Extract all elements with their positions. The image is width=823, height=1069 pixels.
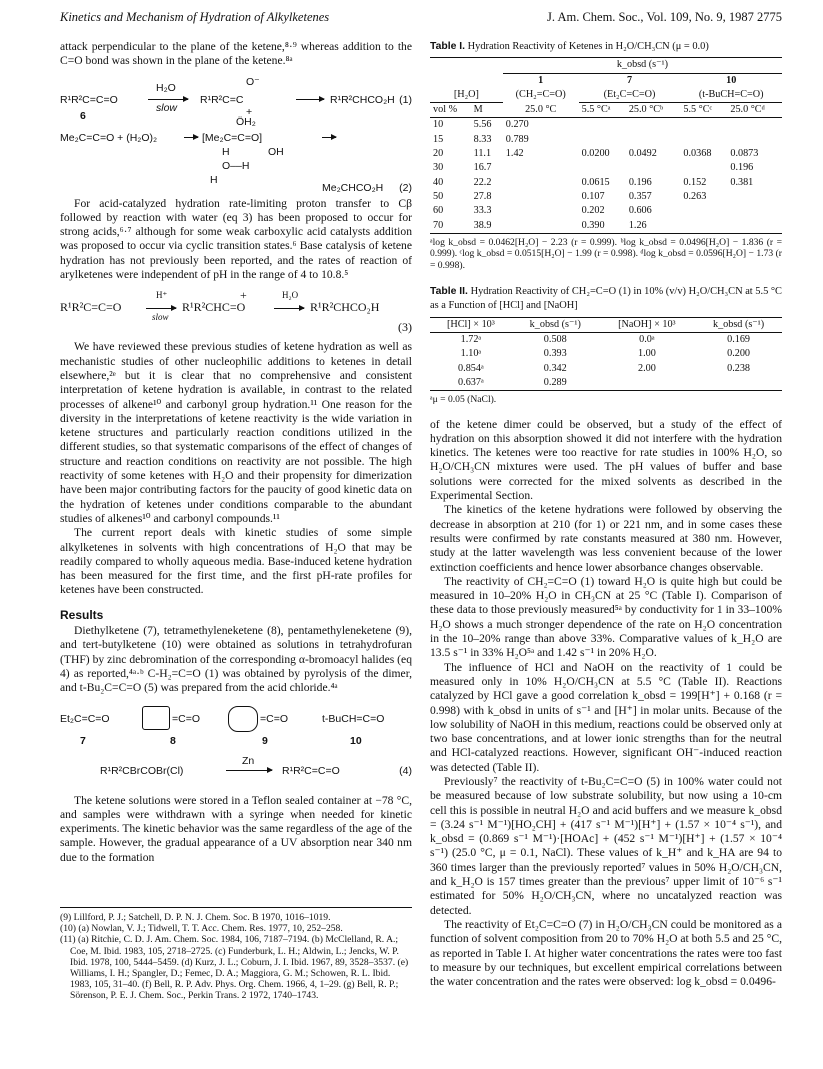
table1-cell: 0.0492 xyxy=(628,148,657,160)
left-column xyxy=(60,40,412,865)
eq4-product: R¹R²C=C=O xyxy=(282,764,340,777)
table1-cell: 0.0200 xyxy=(581,148,610,160)
compound-6-label: 6 xyxy=(80,109,86,122)
table1-cell: 27.8 xyxy=(473,190,492,202)
table1-temp-1: 25.0 °C xyxy=(503,103,579,118)
table1-cell: 0.789 xyxy=(505,133,529,145)
eq3-arrow xyxy=(146,308,176,309)
table1-cell: 22.2 xyxy=(473,176,492,188)
table2-cell: 0.289 xyxy=(512,376,599,391)
table1-cell: 60 xyxy=(433,205,444,217)
table2-cell: 2.00 xyxy=(637,362,656,374)
table1-cell xyxy=(503,176,579,190)
table1-temp-10b: 25.0 °Cᵈ xyxy=(727,103,782,118)
table1-temp-7a: 5.5 °Cᵃ xyxy=(579,103,626,118)
eq1-intermediate: R¹R²C=C xyxy=(200,93,244,106)
table1-cell: 10 xyxy=(433,119,444,131)
cyclopentane-ring xyxy=(142,706,170,730)
eq3-slow-label: slow xyxy=(152,312,169,323)
eq1-reactant: R¹R²C=C=O xyxy=(60,93,118,106)
eq2-h-atom: H xyxy=(222,145,230,158)
table2 xyxy=(430,317,782,391)
results-heading: Results xyxy=(60,607,104,622)
table2-cell: 1.72ᵃ xyxy=(460,333,482,345)
table1-cell: 8.33 xyxy=(473,133,492,145)
et2-ketene-paragraph: The reactivity of Et₂C=C=O (7) in H₂O/CH₃CN could be monitored as a function of solvent composition from 20 to 70% H₂O at both 5.5 and 25 °C, as reported in Table I. At higher water concentrations the rates were too fast to measure by our techniques, but excellent empirical correlations between the water concentration and the rates were observed: log k_obsd = 0.0496- xyxy=(430,917,782,989)
hcl-naoh-paragraph: The influence of HCl and NaOH on the reactivity of 1 could be measured only in 10% H₂O/CH₃CN at 5.5 °C (Table II). Reactions catalyzed by HCl gave a good correlation k_obsd = 199[H⁺] + 0.168 (r = 0.998) with k_obsd in units of s⁻¹ and [H⁺] in molar units. Because of the low solubility of NaOH in this medium, reactions could be observed only at two base concentrations, and at lower ionic strengths than for the neutral and HCl-catalyzed reactions. However, significant OH⁻-induced reaction was detected (Table II). xyxy=(430,660,782,774)
table1-row xyxy=(430,133,782,147)
scheme-eq1-eq2 xyxy=(60,75,412,195)
table2-caption xyxy=(430,285,782,314)
table1-cell: 16.7 xyxy=(473,162,492,174)
eq3-product: R¹R²CHCO₂H xyxy=(310,300,380,315)
table2-row xyxy=(430,376,782,391)
table2-row xyxy=(430,362,782,376)
table1-temp-10a: 5.5 °Cᶜ xyxy=(680,103,727,118)
table2-cell: 0.200 xyxy=(727,348,751,360)
table1-vol-header: vol % xyxy=(430,103,471,118)
structure-9: =C=O xyxy=(260,712,289,725)
eq1-ominus: O⁻ xyxy=(246,75,260,88)
table2-cell: 0.393 xyxy=(543,348,567,360)
running-title: Kinetics and Mechanism of Hydration of Alkylketenes xyxy=(60,10,330,24)
table1-row xyxy=(430,204,782,218)
cyclohexane-ring xyxy=(228,706,258,732)
table1-cell xyxy=(727,118,782,133)
table1-cell: 20 xyxy=(433,148,444,160)
eq2-arrow-2 xyxy=(322,137,336,138)
table1-cell: 0.107 xyxy=(581,190,605,202)
table2-row xyxy=(430,332,782,347)
table1-cell: 0.196 xyxy=(730,162,754,174)
eq1-arrow-2 xyxy=(296,99,324,100)
table1-row xyxy=(430,161,782,175)
label-8: 8 xyxy=(170,734,176,747)
table2-cell: 1.00 xyxy=(637,348,656,360)
table1-row xyxy=(430,219,782,234)
eq3-plus: + xyxy=(240,288,247,303)
table1-row xyxy=(430,118,782,133)
eq3-number: (3) xyxy=(398,320,412,335)
table2-cell xyxy=(695,376,782,391)
intro-paragraph: attack perpendicular to the plane of the ketene,⁸·⁹ whereas addition to the C=O bond was shown in the plane of the ketene.⁸ᵃ xyxy=(60,40,412,68)
table1-row xyxy=(430,176,782,190)
table1-cell: 70 xyxy=(430,219,471,234)
eq1-plus: + xyxy=(246,105,253,118)
acid-catalysis-paragraph: For acid-catalyzed hydration rate-limiting proton transfer to Cβ followed by reaction with water (eq 3) has been proposed to occur for strong acids,⁶·⁷ although for some weak carboxylic acid catalysts addition was proposed to occur via cyclic transition states.⁶ Base catalysis of ketene hydration has not previously been reported, and the rates of reaction of arylketenes were independent of pH in the range of 4 to 10.8.⁵ xyxy=(60,196,412,282)
eq3-water-label: H₂O xyxy=(282,290,299,301)
journal-citation: J. Am. Chem. Soc., Vol. 109, No. 9, 1987 2775 xyxy=(547,10,782,24)
eq1-water-label: H₂O xyxy=(156,81,176,94)
table1-caption xyxy=(430,40,782,54)
table2-cell: 0.342 xyxy=(543,362,567,374)
review-paragraph: We have reviewed these previous studies of ketene hydration as well as mechanistic studies of other nucleophilic additions to ketenes in detail elsewhere,²ᵉ but it is clear that no comprehensive and consistent interpretation of ketene hydration is available, in contrast to the related processes of alkene¹⁰ and carbonyl group hydration.¹¹ One reason for the diversity in the interpretations of ketene reactivity is the wide variation in ketene structures and particularly reaction conditions utilized in the different studies, so that systematic comparisons of the effect of changes of structure and reaction conditions on reactivity are not possible. The high reactivity of some ketenes with H₂O and their propensity for dimerization have been major contributing factors for the paucity of good kinetic data on the hydration of ketenes under conditions comparable to the abundant studies of alkenes¹⁰ and carbonyl compounds.¹¹ xyxy=(60,340,412,525)
structure-8: =C=O xyxy=(172,712,201,725)
table1-label: Table I. xyxy=(430,41,466,52)
table2-header-kobs-1: k_obsd (s⁻¹) xyxy=(512,317,599,332)
table1-col10-number: 10 xyxy=(726,74,737,86)
table1-cell: 0.357 xyxy=(628,190,652,202)
table1-cell: 0.196 xyxy=(628,176,652,188)
structure-10: t-BuCH=C=O xyxy=(322,712,385,725)
eq2-product: Me₂CHCO₂H xyxy=(322,181,384,194)
eq1-product: R¹R²CHCO₂H xyxy=(330,93,395,106)
table1-m-header: M xyxy=(471,103,503,118)
table1-cell: 11.1 xyxy=(473,148,492,160)
table1-cell: 0.263 xyxy=(683,190,707,202)
table1-cell xyxy=(626,133,681,147)
ketene1-reactivity-paragraph: The reactivity of CH₂=C=O (1) toward H₂O is quite high but could be measured in 10–20% H₂O in CH₃CN at 25 °C (Table I). Comparison of these data to those previously measured⁵ᵃ by conductivity for 1 in 33–100% H₂O shows a much stronger dependence of the rate on H₂O concentration in the 10–20% range than above 33%. Comparative values of k_H₂O are 13.5 s⁻¹ in 33% H₂O⁵ᵃ and 1.42 s⁻¹ in 20% H₂O. xyxy=(430,574,782,660)
table2-header-naoh: [NaOH] × 10³ xyxy=(599,317,695,332)
table1-cell: 0.202 xyxy=(581,205,605,217)
table1-cell: 0.0873 xyxy=(730,148,759,160)
table2-header-hcl: [HCl] × 10³ xyxy=(430,317,512,332)
table1-cell xyxy=(680,219,727,234)
eq2-arrow xyxy=(184,137,198,138)
table2-cell xyxy=(599,376,695,391)
scheme-eq3 xyxy=(60,288,412,335)
table2-row xyxy=(430,347,782,361)
table2-footnote: ᵃμ = 0.05 (NaCl). xyxy=(430,394,497,406)
results-paragraph: Diethylketene (7), tetramethyleneketene (8), pentamethyleneketene (9), and tert-butylketene (10) were obtained as solutions in tetrahydrofuran (THF) by zinc debromination of the corresponding α-bromoacyl halides (eq 4) as reported,⁴ᵃ·ᵇ C-H₂=C=O (1) was obtained by pyrolysis of the dimer, and t-Bu₂C=C=O (5) was prepared from the acid chloride.⁴ᵃ xyxy=(60,624,412,695)
table1-cell: 40 xyxy=(433,176,444,188)
page-header xyxy=(60,10,782,28)
kinetics-method-paragraph: The kinetics of the ketene hydrations were followed by observing the decrease in absorption at 210 (for 1) or 221 nm, and in some cases these results were confirmed by rate constants measured at 380 nm. However, study at the latter wavelength was less convenient because of the lower extinction coefficients and hence lower absorbance changes observable. xyxy=(430,503,782,574)
eq4-arrow xyxy=(226,770,272,771)
table1-cell xyxy=(680,118,727,133)
table1-cell: 0.390 xyxy=(579,219,626,234)
right-column xyxy=(430,40,782,989)
label-10: 10 xyxy=(350,734,362,747)
table1-row xyxy=(430,147,782,161)
table1-cell xyxy=(680,133,727,147)
table1-cell: 33.3 xyxy=(473,205,492,217)
eq4-zn-label: Zn xyxy=(242,754,255,767)
eq2-number: (2) xyxy=(399,181,412,194)
eq4-number: (4) xyxy=(399,764,412,777)
structure-7: Et₂C=C=O xyxy=(60,712,110,725)
table1-col1-number: 1 xyxy=(538,74,544,86)
current-report-paragraph: The current report deals with kinetic studies of some simple alkylketenes in solvents with high concentrations of H₂O that may be readily compared to wholly aqueous media. Base-induced ketene hydration has been measured for the first time, and the first pH-rate profiles for ketenes have been constructed. xyxy=(60,526,412,597)
table1-cell: 1.26 xyxy=(626,219,681,234)
table1-h2o-header: [H₂O] xyxy=(430,88,503,103)
table1-cell: 0.270 xyxy=(505,119,529,131)
tbu2-ketene-paragraph: Previously⁷ the reactivity of t-Bu₂C=C=O (5) in 100% water could not be measured because of low substrate solubility, but now using a 10-cm cell this is possible in neutral H₂O and acid buffers and we measure k_obsd = (3.24 s⁻¹ M⁻¹)[HO₂CH] + (417 s⁻¹ M⁻¹)[H⁺] + (1.57 × 10⁻⁴ s⁻¹), and k_obsd = (0.869 s⁻¹ M⁻¹)·[HOAc] + (452 s⁻¹ M⁻¹)[H⁺] + (1.57 × 10⁻⁴ s⁻¹) (25.0 °C, μ = 0.1, NaCl). These values of k_H⁺ and k_HA are 94 to 360 times larger than the previously reported⁷ values in 50% H₂O/CH₃CN, and k_H₂O is 157 times greater than the previous⁷ upper limit of 10⁻⁶ s⁻¹ estimated for 50% H₂O/CH₃CN, where no uncatalyzed reaction was detected. xyxy=(430,774,782,917)
table1-temp-7b: 25.0 °Cᵇ xyxy=(626,103,681,118)
table1-cell: 38.9 xyxy=(471,219,503,234)
table1-title: Hydration Reactivity of Ketenes in H₂O/CH₃CN (μ = 0.0) xyxy=(467,41,709,52)
table1-cell xyxy=(680,161,727,175)
table1-cell xyxy=(579,118,626,133)
table1-cell: 30 xyxy=(433,162,444,174)
table2-label: Table II. xyxy=(430,286,468,298)
table1-cell xyxy=(626,161,681,175)
table1-col7-number: 7 xyxy=(626,74,633,86)
table1-col1-name: (CH₂=C=O) xyxy=(515,89,566,101)
footnote-9: (9) Lillford, P. J.; Satchell, D. P. N. J. Chem. Soc. B 1970, 1016–1019. xyxy=(60,912,331,923)
table1-cell xyxy=(727,219,782,234)
eq3-reactant: R¹R²C=C=O xyxy=(60,300,122,315)
eq4-reactant: R¹R²CBrCOBr(Cl) xyxy=(100,764,184,777)
eq3-arrow-2 xyxy=(274,308,304,309)
table1-cell: 0.606 xyxy=(628,205,652,217)
table1-cell xyxy=(727,204,782,218)
ketene-structures xyxy=(60,702,412,790)
table1-col7-name: (Et₂C=C=O) xyxy=(579,88,681,103)
eq1-arrow xyxy=(148,99,188,100)
label-9: 9 xyxy=(262,734,268,747)
table1-kobs-header: k_obsd (s⁻¹) xyxy=(503,58,782,73)
footnote-10: (10) (a) Nowlan, V. J.; Tidwell, T. T. Acc. Chem. Res. 1977, 10, 252–258. xyxy=(60,923,343,935)
table1-cell xyxy=(626,118,681,133)
table1-cell xyxy=(503,161,579,175)
table1-cell: 0.0368 xyxy=(683,148,712,160)
table2-title: Hydration Reactivity of CH₂=C=O (1) in 10% (v/v) H₂O/CH₃CN at 5.5 °C as a Function of [HCl] and [NaOH] xyxy=(430,286,782,312)
table1-cell: 1.42 xyxy=(505,148,524,160)
dimer-paragraph: of the ketene dimer could be observed, but a study of the effect of hydration on this absorption showed it did not interfere with the hydration kinetics. The ketenes were too reactive for rate studies in 100% H₂O, so H₂O/CH₃CN mixtures were used. The pH values of buffer and base solutions were corrected for the mixed solvents as described in the Experimental Section. xyxy=(430,417,782,503)
table1-cell: 15 xyxy=(433,133,444,145)
table2-cell: 0.0ᵃ xyxy=(639,333,655,345)
table2-header-kobs-2: k_obsd (s⁻¹) xyxy=(695,317,782,332)
table1-cell xyxy=(503,190,579,204)
storage-paragraph: The ketene solutions were stored in a Teflon sealed container at −78 °C, and samples were withdrawn with a syringe when needed for kinetic experiments. The kinetic behavior was the same regardless of the age of the sample. However, the gradual appearance of a UV absorption near 340 nm due to the formation xyxy=(60,793,412,864)
table1-cell xyxy=(579,133,626,147)
table1-cell: 5.56 xyxy=(473,119,492,131)
eq2-reactants: Me₂C=C=O + (H₂O)₂ xyxy=(60,131,158,144)
eq2-o-h-bond: O‒‒H xyxy=(222,159,250,172)
table1-cell xyxy=(680,204,727,218)
table1-cell: 0.152 xyxy=(683,176,707,188)
table1-cell: 0.0615 xyxy=(581,176,610,188)
table1-cell: 0.381 xyxy=(730,176,754,188)
table1 xyxy=(430,57,782,234)
table1-cell xyxy=(579,161,626,175)
table2-cell: 0.854ᵃ xyxy=(458,362,484,374)
eq1-number: (1) xyxy=(399,93,412,106)
table1-row xyxy=(430,190,782,204)
eq2-oh-group: OH xyxy=(268,145,284,158)
table1-cell xyxy=(727,190,782,204)
table1-col10-name: (t-BuCH=C=O) xyxy=(680,88,782,103)
eq1-oh2: ÖH₂ xyxy=(236,115,256,128)
eq3-hplus-label: H⁺ xyxy=(156,290,168,301)
table1-cell xyxy=(503,204,579,218)
eq2-transition-state: [Me₂C=C=O] xyxy=(202,131,263,144)
table1-cell xyxy=(503,219,579,234)
table2-cell: 1.10ᵃ xyxy=(460,348,482,360)
label-7: 7 xyxy=(80,734,86,747)
table2-cell: 0.238 xyxy=(727,362,751,374)
table2-cell: 0.637ᵃ xyxy=(430,376,512,391)
table2-cell: 0.508 xyxy=(543,333,567,345)
table2-cell: 0.169 xyxy=(727,333,751,345)
eq2-h-atom-2: H xyxy=(210,173,218,186)
table1-cell: 50 xyxy=(433,190,444,202)
eq3-cation: R¹R²CHC=O xyxy=(182,300,246,315)
footnote-11: (11) (a) Ritchie, C. D. J. Am. Chem. Soc. 1984, 106, 7187–7194. (b) McClelland, R. A.; Coe, M. Ibid. 1983, 105, 2718–2725. (c) Funderburk, L. H.; Aldwin, L.; Jencks, W. P. Ibid. 1978, 100, 5444–5459. (d) Kurz, J. L.; Coburn, J. I. Ibid. 1967, 89, 3528–3537. (e) Williams, I. H.; Spangler, D.; Femec, D. A.; Maggiora, G. M.; Schowen, R. L. Ibid. 1983, 105, 31–40. (f) Bell, R. P. Adv. Phys. Org. Chem. 1966, 4, 1–29. (g) Bell, R. P.; Sörenson, P. E. J. Chem. Soc., Perkin Trans. 2 1972, 1740–1743. xyxy=(60,934,409,1002)
table1-cell xyxy=(727,133,782,147)
table1-footnotes: ᵃlog k_obsd = 0.0462[H₂O] − 2.23 (r = 0.999). ᵇlog k_obsd = 0.0496[H₂O] − 1.836 (r = 0.999). ᶜlog k_obsd = 0.0515[H₂O] − 1.99 (r = 0.998). ᵈlog k_obsd = 0.0596[H₂O] − 1.73 (r = 0.998). xyxy=(430,236,782,271)
footnotes xyxy=(60,907,412,1002)
eq1-slow-label: slow xyxy=(156,101,178,114)
